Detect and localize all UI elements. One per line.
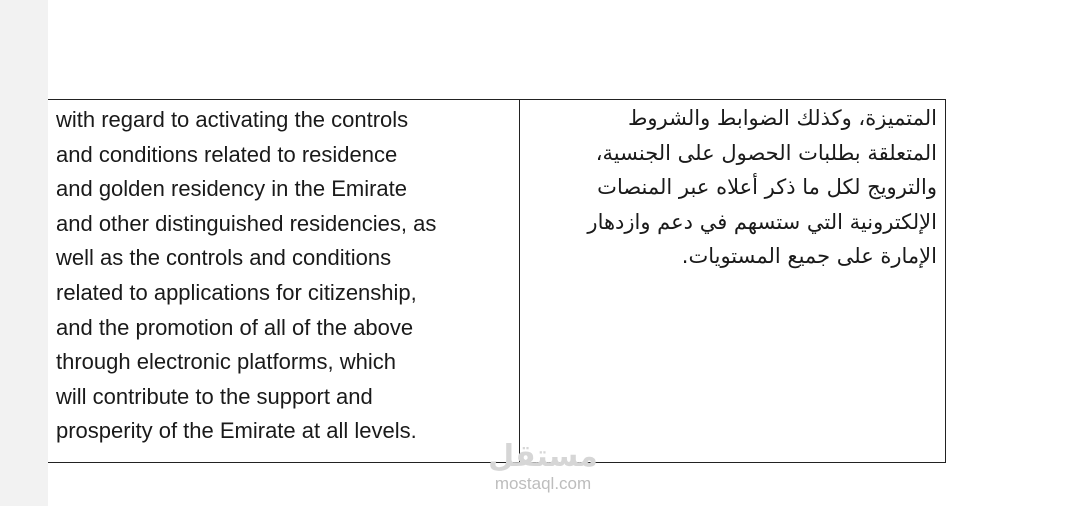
arabic-cell [520,100,945,462]
watermark-url: mostaql.com [494,474,592,493]
watermark [478,440,608,494]
english-cell [48,100,520,462]
english-line: through electronic platforms, which [56,349,396,375]
page-margin-shade [0,0,48,506]
translation-table [48,99,946,463]
arabic-line: والترويج لكل ما ذكر أعلاه عبر المنصات [597,175,937,200]
watermark-logo-text: مستقل [488,439,598,474]
arabic-line: الإلكترونية التي ستسهم في دعم وازدهار [587,209,937,234]
arabic-line: الإمارة على جميع المستويات. [681,244,937,269]
english-line: with regard to activating the controls [56,107,409,132]
arabic-line: المتميزة، وكذلك الضوابط والشروط [627,106,937,130]
english-line: will contribute to the support and [56,383,373,409]
english-line: and conditions related to residence [56,141,398,167]
english-line: and other distinguished residencies, as [56,210,437,236]
english-line: and golden residency in the Emirate [56,176,407,202]
english-line: prosperity of the Emirate at all levels. [56,418,417,444]
english-line: related to applications for citizenship, [56,279,417,305]
english-line: well as the controls and conditions [56,245,392,271]
arabic-line: المتعلقة بطلبات الحصول على الجنسية، [595,140,937,165]
english-line: and the promotion of all of the above [56,314,414,340]
